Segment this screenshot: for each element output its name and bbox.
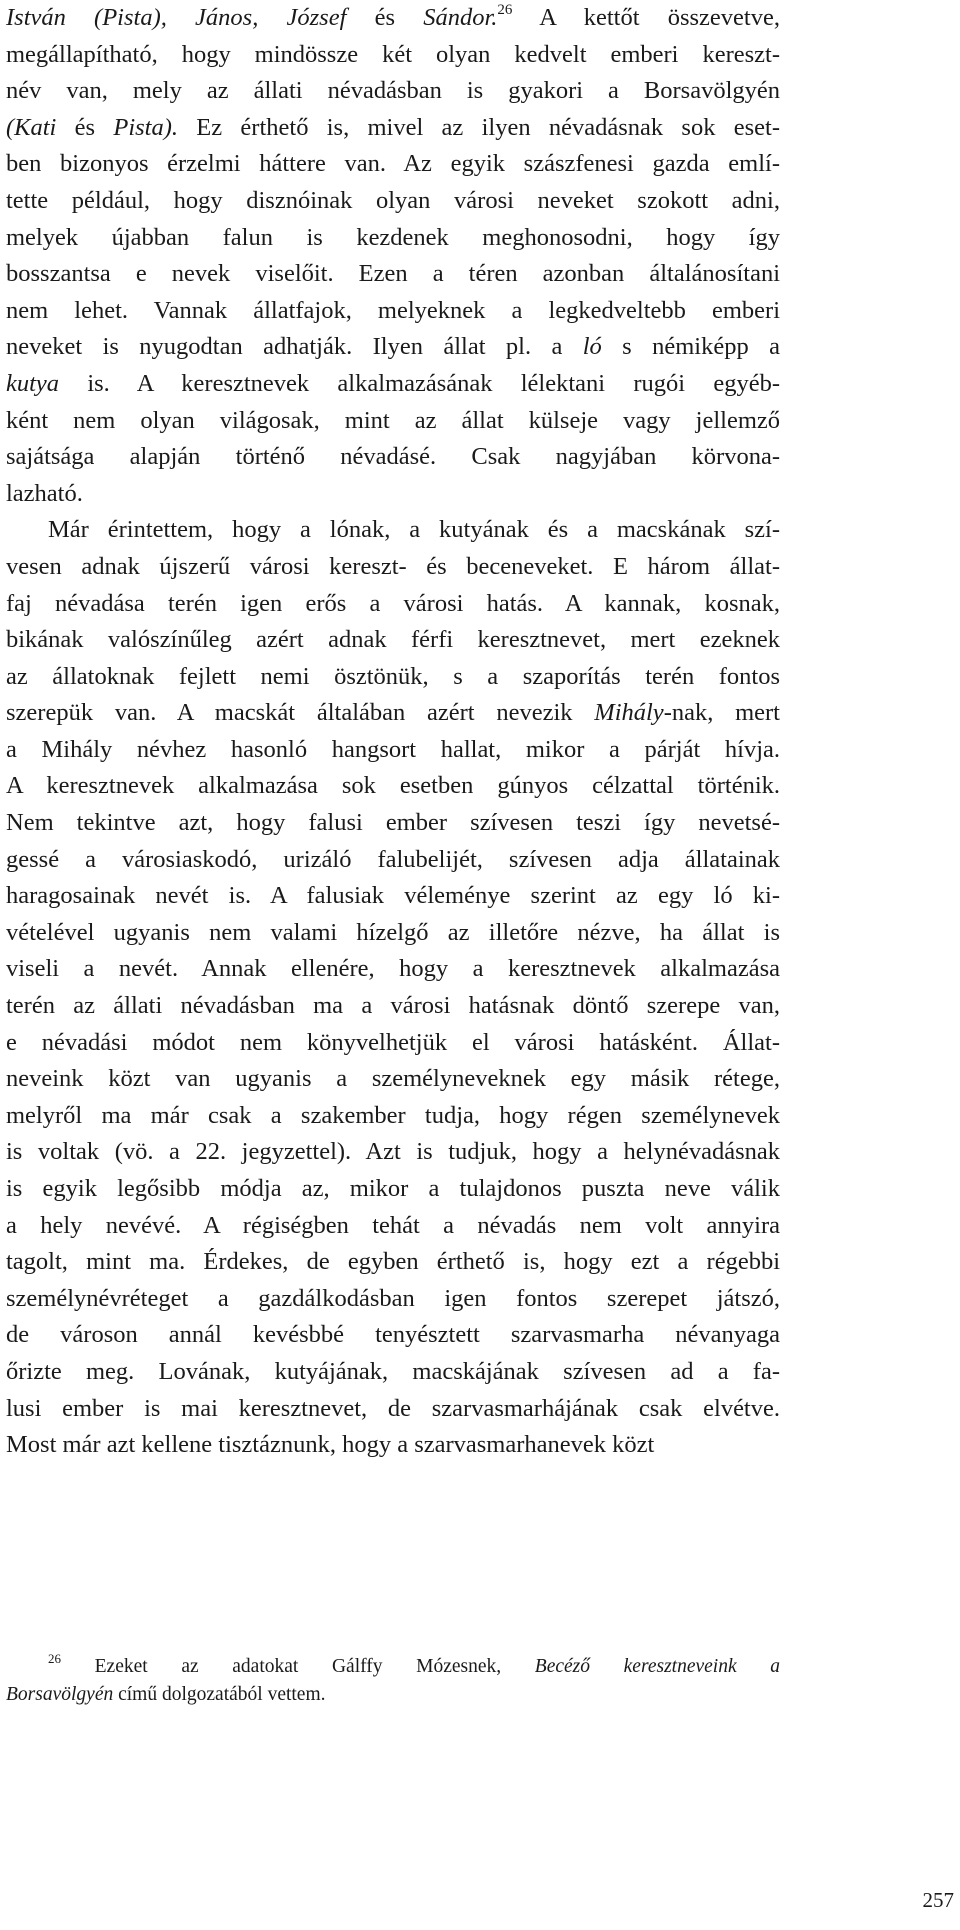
text-segment: Nem tekintve azt, hogy falusi ember szívesen teszi így nevetsé- (6, 809, 780, 837)
text-line (6, 110, 780, 147)
text-segment: Már érintettem, hogy a lónak, a kutyának és a macskának szí- (48, 516, 780, 544)
text-segment: Most már azt kellene tisztáznunk, hogy a szarvasmarhanevek közt (6, 1431, 655, 1459)
text-segment: lusi ember is mai keresztnevet, de szarvasmarhájának csak elvétve. (6, 1394, 780, 1422)
footnote (6, 1653, 780, 1709)
italic-text: Borsavölgyén (6, 1684, 114, 1705)
text-line (6, 1244, 780, 1281)
text-line (6, 1098, 780, 1135)
text-segment: vételével ugyanis nem valami hízelgő az illetőre nézve, ha állat is (6, 918, 780, 946)
text-line (6, 622, 780, 659)
footnote-line (6, 1653, 780, 1681)
italic-text: (Kati (6, 113, 57, 141)
text-segment: is egyik legősibb módja az, mikor a tulajdonos puszta neve válik (6, 1175, 780, 1202)
text-line (6, 842, 780, 879)
text-line (6, 1391, 780, 1428)
footnote-number: 26 (48, 1651, 61, 1666)
text-segment: megállapítható, hogy mindössze két olyan kedvelt emberi kereszt- (6, 40, 780, 68)
text-line (6, 695, 780, 732)
text-line (6, 73, 780, 110)
text-segment: az állatoknak fejlett nemi ösztönük, s a szaporítás terén fontos (6, 662, 780, 690)
text-segment: faj névadása terén igen erős a városi hatás. A kannak, kosnak, (6, 589, 780, 617)
text-segment: őrizte meg. Lovának, kutyájának, macskájának szívesen ad a fa- (6, 1357, 780, 1385)
text-segment: bikának valószínűleg azért adnak férfi keresztnevet, mert ezeknek (6, 626, 780, 654)
text-segment: haragosainak nevét is. A falusiak véleménye szerint az egy ló ki- (6, 882, 780, 910)
italic-text: kutya (6, 369, 60, 397)
text-segment: gessé a városiaskodó, urizáló falubelijét, szívesen adja állatainak (6, 845, 780, 873)
text-segment: lazható. (6, 479, 83, 507)
text-segment: s némiképp a (601, 333, 780, 361)
text-segment: -nak, mert (663, 699, 780, 727)
text-line (6, 768, 780, 805)
text-segment: vesen adnak újszerű városi kereszt- és beceneveket. E három állat- (6, 552, 780, 580)
italic-text: Sándor. (423, 4, 498, 31)
text-segment: neveket is nyugodtan adhatják. Ilyen állat pl. a (6, 333, 583, 361)
text-line (6, 512, 780, 549)
text-line (6, 439, 780, 476)
text-segment: tette például, hogy disznóinak olyan városi neveket szokott adni, (6, 186, 780, 214)
text-segment: neveink közt van ugyanis a személyneveknek egy másik rétege, (6, 1065, 780, 1093)
text-segment: melyek újabban falun is kezdenek meghonosodni, hogy így (6, 223, 780, 251)
text-segment: személynévréteget a gazdálkodásban igen fontos szerepet játszó, (6, 1284, 780, 1312)
text-segment: a hely nevévé. A régiségben tehát a névadás nem volt annyira (6, 1211, 780, 1239)
text-line (6, 1134, 780, 1171)
text-segment: tagolt, mint ma. Érdekes, de egyben érthető is, hogy ezt a régebbi (6, 1248, 780, 1276)
text-line (6, 1061, 780, 1098)
text-line (6, 659, 780, 696)
text-segment: A keresztnevek alkalmazása sok esetben gúnyos célzattal történik. (6, 772, 780, 800)
text-line (6, 256, 780, 293)
text-line (6, 403, 780, 440)
italic-text: Pista). (113, 113, 179, 141)
text-segment: de városon annál kevésbbé tenyésztett szarvasmarha névanyaga (6, 1321, 780, 1349)
text-segment: terén az állati névadásban ma a városi hatásnak döntő szerepe van, (6, 992, 780, 1020)
footnote-line (6, 1681, 780, 1709)
text-line (6, 1281, 780, 1318)
text-segment: című dolgozatából vettem. (113, 1684, 326, 1705)
text-line (6, 1427, 780, 1464)
text-segment: név van, mely az állati névadásban is gyakori a Borsavölgyén (6, 77, 780, 105)
text-line (6, 878, 780, 915)
text-line (6, 293, 780, 330)
text-line (6, 1208, 780, 1245)
text-line (6, 37, 780, 74)
text-line (6, 183, 780, 220)
text-segment: viseli a nevét. Annak ellenére, hogy a keresztnevek alkalmazása (6, 955, 780, 983)
text-line (6, 732, 780, 769)
italic-text: István (Pista), János, József (6, 4, 347, 31)
text-line (6, 549, 780, 586)
body-text (6, 0, 780, 1464)
text-line (6, 0, 780, 37)
text-segment: szerepük van. A macskát általában azért nevezik (6, 699, 595, 727)
text-segment: Ez érthető is, mivel az ilyen névadásnak sok eset- (178, 113, 780, 141)
text-line (6, 1317, 780, 1354)
text-segment: és (346, 4, 424, 31)
text-segment: és (56, 113, 114, 141)
text-segment: ként nem olyan világosak, mint az állat külseje vagy jellemző (6, 406, 780, 434)
text-segment: e névadási módot nem könyvelhetjük el városi hatásként. Állat- (6, 1028, 780, 1056)
text-segment: a Mihály névhez hasonló hangsort hallat, mikor a párját hívja. (6, 735, 780, 763)
italic-text: Mihály (594, 699, 664, 727)
text-segment: melyről ma már csak a szakember tudja, hogy régen személynevek (6, 1101, 780, 1129)
text-line (6, 988, 780, 1025)
text-segment: Ezeket az adatokat Gálffy Mózesnek, (94, 1656, 535, 1677)
footnote-reference: 26 (497, 2, 513, 18)
text-segment: is voltak (vö. a 22. jegyzettel). Azt is tudjuk, hogy a helynévadásnak (6, 1138, 780, 1166)
text-line (6, 1354, 780, 1391)
text-segment: sajátsága alapján történő névadásé. Csak nagyjában körvona- (6, 443, 780, 471)
page-number: 257 (922, 1888, 954, 1912)
text-line (6, 1171, 780, 1208)
text-line (6, 1025, 780, 1062)
text-line (6, 329, 780, 366)
text-line (6, 586, 780, 623)
italic-text: ló (582, 333, 602, 361)
italic-text: Becéző keresztneveink a (534, 1656, 780, 1677)
text-line (6, 366, 780, 403)
text-line (6, 951, 780, 988)
text-segment: is. A keresztnevek alkalmazásának lélektani rugói egyéb- (59, 369, 780, 397)
text-segment: bosszantsa e nevek viselőit. Ezen a téren azonban általánosítani (6, 260, 780, 288)
text-segment: A kettőt összevetve, (512, 4, 780, 31)
text-line (6, 915, 780, 952)
text-line (6, 220, 780, 257)
text-line (6, 146, 780, 183)
text-segment: nem lehet. Vannak állatfajok, melyeknek a legkedveltebb emberi (6, 296, 780, 324)
text-line (6, 476, 780, 513)
text-segment: ben bizonyos érzelmi háttere van. Az egyik szászfenesi gazda emlí- (6, 150, 780, 178)
text-line (6, 805, 780, 842)
